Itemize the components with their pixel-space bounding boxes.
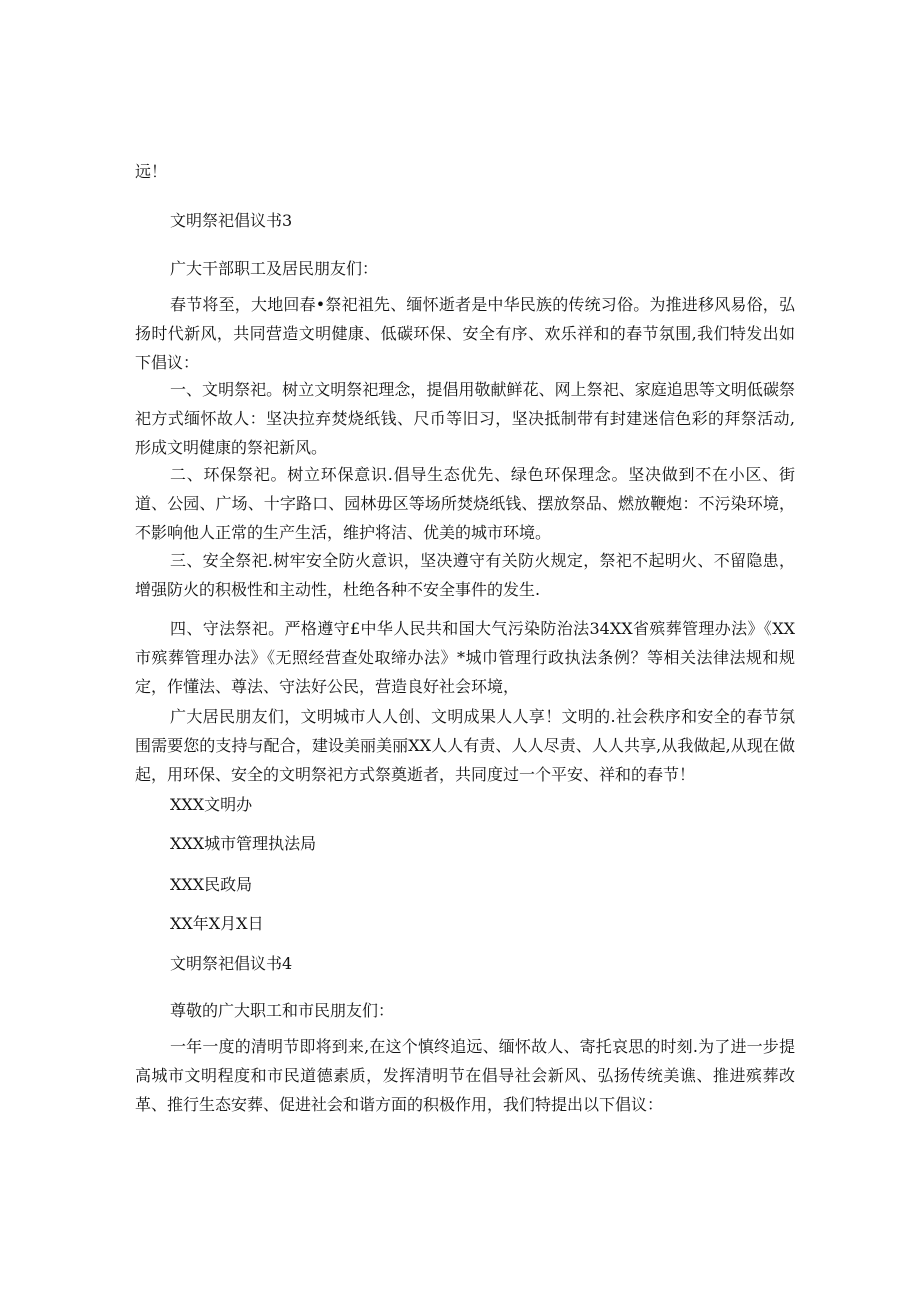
- item-1-paragraph: 一、文明祭祀。树立文明祭祀理念，提倡用敬献鲜花、网上祭祀、家庭追思等文明低碳祭祀方式缅怀故人：坚决拉弃焚烧纸钱、尺币等旧习，坚决抵制带有封建迷信色彩的拜祭活动,形成文明健康的祭祀新风。: [135, 380, 795, 457]
- greeting-4: 尊敬的广大职工和市民朋友们：: [170, 1001, 395, 1020]
- item-4-paragraph: 四、守法祭祀。严格遵守£中华人民共和国大气污染防治法34XX省殡葬管理办法》《XX市殡葬管理办法》《无照经营查处取缔办法》*城巾管理行政执法条例？等相关法律法规和规定，作懂法、尊法、守法好公民，营造良好社会环境，: [135, 619, 795, 696]
- section-title-3: 文明祭祀倡议书3: [170, 211, 293, 230]
- signature-date: XX年X月X日: [170, 914, 264, 933]
- item-3-paragraph: 三、安全祭祀.树牢安全防火意识，坚决遵守有关防火规定，祭祀不起明火、不留隐患，增强防火的积极性和主动性，杜绝各种不安全事件的发生.: [135, 551, 795, 599]
- intro-paragraph-3: 春节将至，大地回春•祭祀祖先、缅怀逝者是中华民族的传统习俗。为推进移风易俗，弘扬时代新风，共同营造文明健康、低碳环保、安全有序、欢乐祥和的春节氛围,我们特发出如下倡议：: [135, 295, 795, 372]
- section-title-4: 文明祭祀倡议书4: [170, 954, 293, 973]
- signatory-1: XXX文明办: [170, 795, 253, 814]
- signatory-2: XXX城市管理执法局: [170, 834, 317, 853]
- intro-paragraph-4: 一年一度的清明节即将到来,在这个慎终追远、缅怀故人、寄托哀思的时刻.为了进一步提高城市文明程度和市民道德素质，发挥清明节在倡导社会新风、弘扬传统美谯、推进殡葬改革、推行生态安葬、促进社会和谐方面的积极作用，我们特提出以下倡议：: [135, 1037, 795, 1114]
- continued-text: 远！: [135, 162, 168, 181]
- item-2-paragraph: 二、环保祭祀。树立环保意识.倡导生态优先、绿色环保理念。坚决做到不在小区、街道、公园、广场、十字路口、园林毋区等场所焚烧纸钱、摆放祭品、燃放鞭炮：不污染环境，不影响他人正常的生产生活，维护将洁、优美的城市环境。: [135, 465, 795, 542]
- greeting-3: 广大干部职工及居民朋友们：: [170, 259, 379, 278]
- closing-paragraph-3: 广大居民朋友们，文明城市人人创、文明成果人人享！文明的.社会秩序和安全的春节氛围需要您的支持与配合，建设美丽美丽XX人人有责、人人尽责、人人共享,从我做起,从现在做起，用环保、安全的文明祭祀方式祭奠逝者，共同度过一个平安、祥和的春节！: [135, 707, 795, 784]
- signatory-3: XXX民政局: [170, 875, 253, 894]
